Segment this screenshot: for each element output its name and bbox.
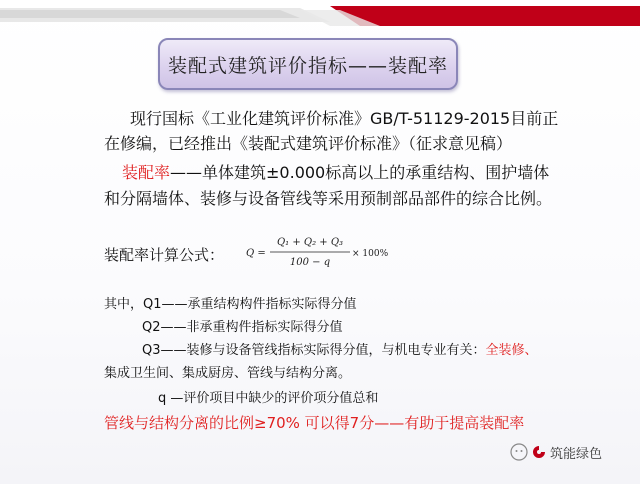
formula-label: 装配率计算公式： <box>104 246 225 264</box>
slide-title: 装配式建筑评价指标——装配率 <box>158 38 458 90</box>
note-q: q —评价项目中缺少的评价项分值总和 <box>158 391 379 406</box>
para1-line1: 现行国标《工业化建筑评价标准》GB/T-51129-2015目前正 <box>130 109 559 128</box>
brand-logo-icon <box>532 445 546 459</box>
para2-line1 <box>122 160 549 183</box>
formula-numerator: Q₁ + Q₂ + Q₃ <box>276 237 344 248</box>
watermark-text: 筑能绿色 <box>550 446 603 462</box>
para1-line2: 在修编，已经推出《装配式建筑评价标准》（征求意见稿） <box>104 134 513 153</box>
formula-denominator: 100 − q <box>289 257 331 268</box>
watermark <box>510 440 640 464</box>
formula-factor: × 100% <box>352 249 389 259</box>
wechat-logo-icon <box>510 443 528 461</box>
note-q3 <box>142 339 538 358</box>
note-q1: 其中，Q1——承重结构构件指标实际得分值 <box>104 297 357 312</box>
para2-line1-rest: ——单体建筑±0.000标高以上的承重结构、围护墙体 <box>170 163 550 182</box>
formula <box>244 230 389 274</box>
note-q2: Q2——非承重构件指标实际得分值 <box>142 320 343 335</box>
header-decoration <box>0 0 640 30</box>
note-q3-prefix: Q3——装修与设备管线指标实际得分值，与机电专业有关： <box>142 343 486 358</box>
note-q3-line2: 集成卫生间、集成厨房、管线与结构分离。 <box>104 366 352 381</box>
formula-lhs: Q = <box>246 248 266 259</box>
highlight-conclusion: 管线与结构分离的比例≥70% 可以得7分——有助于提高装配率 <box>104 414 525 432</box>
note-q3-highlight: 全装修、 <box>485 343 538 358</box>
para2-line2: 和分隔墙体、装修与设备管线等采用预制部品部件的综合比例。 <box>104 189 553 208</box>
para2-term: 装配率 <box>122 163 171 182</box>
